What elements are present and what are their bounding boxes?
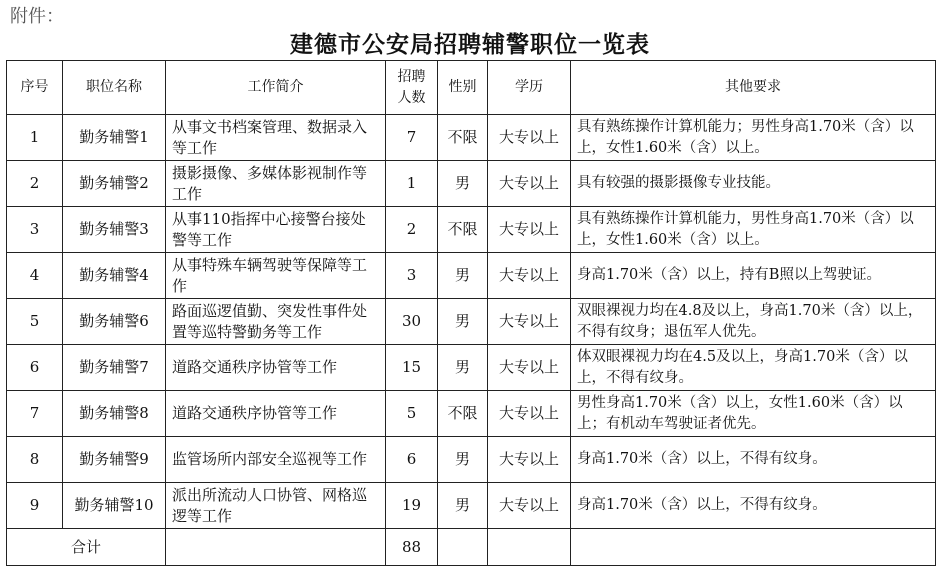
other-requirements: 身高1.70米（含）以上，持有B照以上驾驶证。 bbox=[571, 253, 936, 299]
table-row bbox=[7, 161, 936, 207]
gender: 男 bbox=[438, 483, 488, 529]
gender: 男 bbox=[438, 161, 488, 207]
education: 大专以上 bbox=[488, 345, 571, 391]
position-name: 勤务辅警8 bbox=[63, 391, 166, 437]
position-name: 勤务辅警10 bbox=[63, 483, 166, 529]
recruit-count: 1 bbox=[386, 161, 438, 207]
header-row bbox=[7, 61, 936, 115]
gender: 男 bbox=[438, 437, 488, 483]
header-edu: 学历 bbox=[488, 61, 571, 115]
table-row bbox=[7, 483, 936, 529]
table-row bbox=[7, 437, 936, 483]
recruit-count: 6 bbox=[386, 437, 438, 483]
total-empty bbox=[166, 529, 386, 566]
row-no: 2 bbox=[7, 161, 63, 207]
positions-table bbox=[6, 60, 936, 566]
recruit-count: 3 bbox=[386, 253, 438, 299]
position-name: 勤务辅警7 bbox=[63, 345, 166, 391]
recruit-count: 30 bbox=[386, 299, 438, 345]
row-no: 6 bbox=[7, 345, 63, 391]
total-label: 合计 bbox=[7, 529, 166, 566]
row-no: 8 bbox=[7, 437, 63, 483]
row-no: 7 bbox=[7, 391, 63, 437]
education: 大专以上 bbox=[488, 161, 571, 207]
row-no: 4 bbox=[7, 253, 63, 299]
job-description: 派出所流动人口协管、网格巡逻等工作 bbox=[166, 483, 386, 529]
header-no: 序号 bbox=[7, 61, 63, 115]
total-row bbox=[7, 529, 936, 566]
job-description: 道路交通秩序协管等工作 bbox=[166, 345, 386, 391]
education: 大专以上 bbox=[488, 437, 571, 483]
education: 大专以上 bbox=[488, 253, 571, 299]
education: 大专以上 bbox=[488, 207, 571, 253]
row-no: 9 bbox=[7, 483, 63, 529]
education: 大专以上 bbox=[488, 299, 571, 345]
header-gender: 性别 bbox=[438, 61, 488, 115]
header-req: 其他要求 bbox=[571, 61, 936, 115]
recruit-count: 2 bbox=[386, 207, 438, 253]
recruit-count: 5 bbox=[386, 391, 438, 437]
other-requirements: 双眼裸视力均在4.8及以上，身高1.70米（含）以上，不得有纹身；退伍军人优先。 bbox=[571, 299, 936, 345]
total-empty bbox=[488, 529, 571, 566]
other-requirements: 具有熟练操作计算机能力，男性身高1.70米（含）以上，女性1.60米（含）以上。 bbox=[571, 207, 936, 253]
table-row bbox=[7, 299, 936, 345]
recruit-count: 15 bbox=[386, 345, 438, 391]
position-name: 勤务辅警6 bbox=[63, 299, 166, 345]
gender: 男 bbox=[438, 345, 488, 391]
row-no: 1 bbox=[7, 115, 63, 161]
education: 大专以上 bbox=[488, 483, 571, 529]
attachment-label: 附件： bbox=[10, 6, 64, 27]
job-description: 监管场所内部安全巡视等工作 bbox=[166, 437, 386, 483]
table-row bbox=[7, 391, 936, 437]
table-row bbox=[7, 253, 936, 299]
job-description: 摄影摄像、多媒体影视制作等工作 bbox=[166, 161, 386, 207]
page-title: 建德市公安局招聘辅警职位一览表 bbox=[290, 31, 650, 58]
total-count: 88 bbox=[386, 529, 438, 566]
header-desc: 工作简介 bbox=[166, 61, 386, 115]
job-description: 从事特殊车辆驾驶等保障等工作 bbox=[166, 253, 386, 299]
recruit-count: 7 bbox=[386, 115, 438, 161]
other-requirements: 身高1.70米（含）以上，不得有纹身。 bbox=[571, 483, 936, 529]
other-requirements: 男性身高1.70米（含）以上，女性1.60米（含）以上；有机动车驾驶证者优先。 bbox=[571, 391, 936, 437]
other-requirements: 体双眼裸视力均在4.5及以上，身高1.70米（含）以上，不得有纹身。 bbox=[571, 345, 936, 391]
gender: 不限 bbox=[438, 207, 488, 253]
education: 大专以上 bbox=[488, 115, 571, 161]
position-name: 勤务辅警2 bbox=[63, 161, 166, 207]
other-requirements: 具有较强的摄影摄像专业技能。 bbox=[571, 161, 936, 207]
total-empty bbox=[571, 529, 936, 566]
job-description: 从事文书档案管理、数据录入等工作 bbox=[166, 115, 386, 161]
position-name: 勤务辅警9 bbox=[63, 437, 166, 483]
other-requirements: 具有熟练操作计算机能力；男性身高1.70米（含）以上，女性1.60米（含）以上。 bbox=[571, 115, 936, 161]
row-no: 3 bbox=[7, 207, 63, 253]
table-row bbox=[7, 115, 936, 161]
gender: 男 bbox=[438, 299, 488, 345]
gender: 男 bbox=[438, 253, 488, 299]
job-description: 从事110指挥中心接警台接处警等工作 bbox=[166, 207, 386, 253]
job-description: 道路交通秩序协管等工作 bbox=[166, 391, 386, 437]
position-name: 勤务辅警3 bbox=[63, 207, 166, 253]
total-empty bbox=[438, 529, 488, 566]
gender: 不限 bbox=[438, 115, 488, 161]
recruit-count: 19 bbox=[386, 483, 438, 529]
row-no: 5 bbox=[7, 299, 63, 345]
position-name: 勤务辅警4 bbox=[63, 253, 166, 299]
table-row bbox=[7, 345, 936, 391]
position-name: 勤务辅警1 bbox=[63, 115, 166, 161]
header-name: 职位名称 bbox=[63, 61, 166, 115]
other-requirements: 身高1.70米（含）以上，不得有纹身。 bbox=[571, 437, 936, 483]
header-count: 招聘人数 bbox=[386, 61, 438, 115]
table-row bbox=[7, 207, 936, 253]
gender: 不限 bbox=[438, 391, 488, 437]
job-description: 路面巡逻值勤、突发性事件处置等巡特警勤务等工作 bbox=[166, 299, 386, 345]
education: 大专以上 bbox=[488, 391, 571, 437]
